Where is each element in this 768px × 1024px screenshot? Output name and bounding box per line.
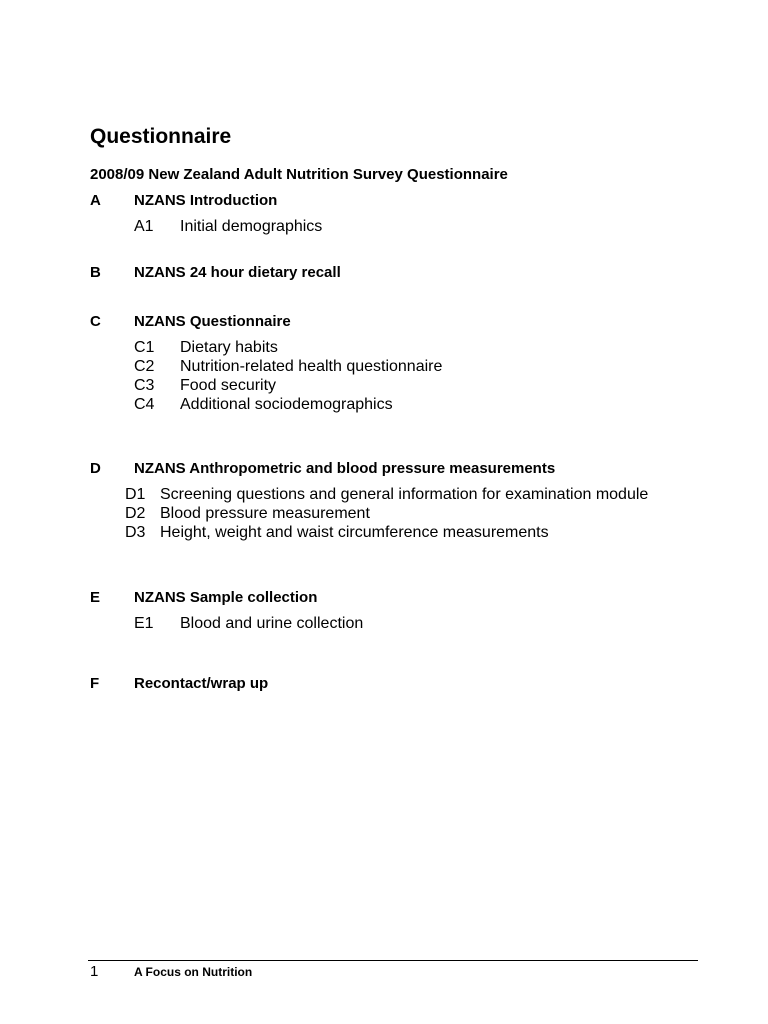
item-text-a1: Initial demographics: [180, 218, 323, 235]
item-code-c4: C4: [134, 396, 155, 413]
item-text-d1: Screening questions and general information for examination module: [160, 486, 649, 503]
section-title-e: NZANS Sample collection: [134, 589, 318, 606]
section-letter-f: F: [90, 675, 100, 692]
section-title-f: Recontact/wrap up: [134, 675, 269, 692]
section-title-b: NZANS 24 hour dietary recall: [134, 264, 341, 281]
section-title-d: NZANS Anthropometric and blood pressure measurements: [134, 460, 556, 477]
page-number: 1: [90, 963, 99, 980]
item-text-c2: Nutrition-related health questionnaire: [180, 358, 443, 375]
item-text-c3: Food security: [180, 377, 277, 394]
item-code-e1: E1: [134, 615, 154, 632]
item-text-d3: Height, weight and waist circumference measurements: [160, 524, 549, 541]
item-text-e1: Blood and urine collection: [180, 615, 364, 632]
item-text-d2: Blood pressure measurement: [160, 505, 370, 522]
section-letter-d: D: [90, 460, 101, 477]
item-code-d1: D1: [125, 486, 146, 503]
item-text-c4: Additional sociodemographics: [180, 396, 393, 413]
section-letter-a: A: [90, 192, 101, 209]
item-code-a1: A1: [134, 218, 154, 235]
section-title-a: NZANS Introduction: [134, 192, 278, 209]
page-subtitle: 2008/09 New Zealand Adult Nutrition Survey Questionnaire: [90, 166, 508, 183]
item-code-d3: D3: [125, 524, 146, 541]
footer-rule: [88, 960, 698, 961]
section-letter-e: E: [90, 589, 101, 606]
item-code-c3: C3: [134, 377, 155, 394]
section-letter-c: C: [90, 313, 101, 330]
section-letter-b: B: [90, 264, 101, 281]
page-title: Questionnaire: [90, 125, 232, 148]
item-code-c2: C2: [134, 358, 155, 375]
section-title-c: NZANS Questionnaire: [134, 313, 291, 330]
footer-text: A Focus on Nutrition: [134, 965, 253, 979]
item-text-c1: Dietary habits: [180, 339, 278, 356]
item-code-d2: D2: [125, 505, 146, 522]
item-code-c1: C1: [134, 339, 155, 356]
